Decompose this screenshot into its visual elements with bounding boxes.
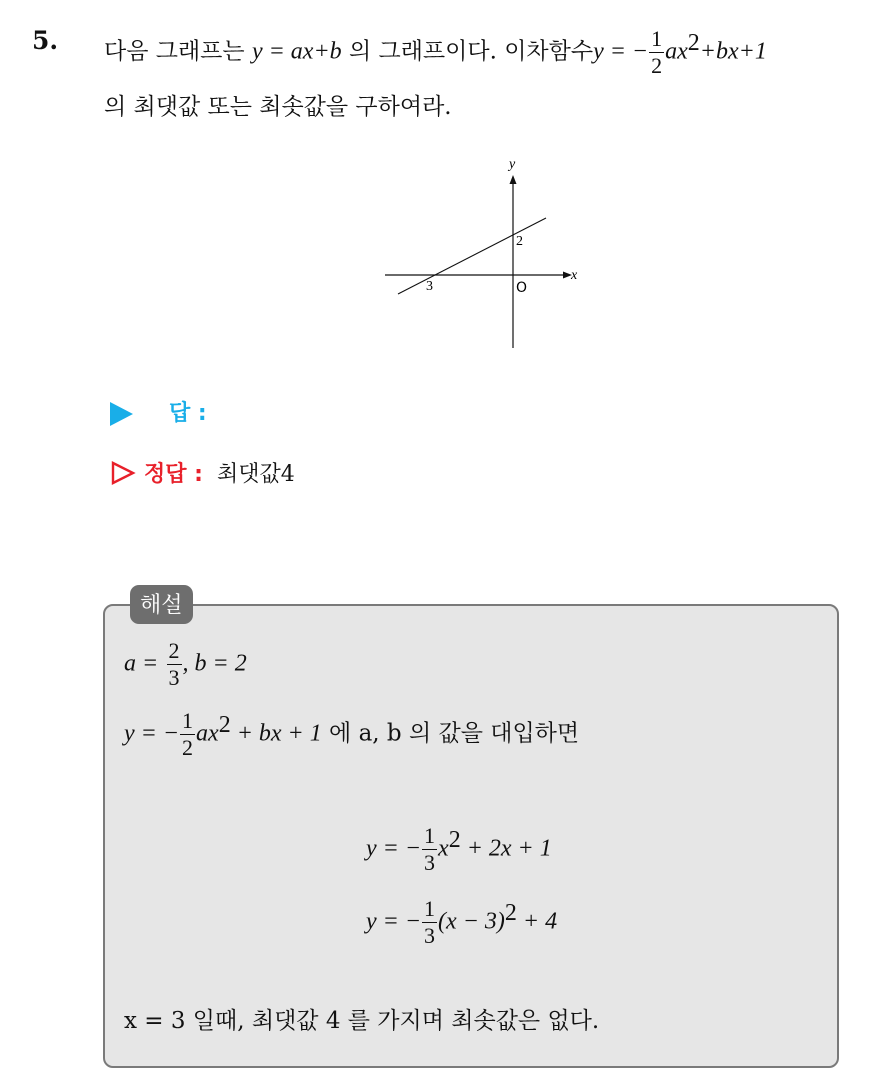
solution-a-lhs: a = — [124, 650, 159, 677]
solution-line-2 — [124, 710, 579, 759]
play-icon — [110, 402, 133, 426]
origin-label: O — [516, 280, 528, 296]
y-axis-arrow — [510, 175, 517, 184]
quadratic-rest: +bx+1 — [699, 38, 767, 65]
question-number: 5. — [32, 26, 59, 55]
fraction-denominator: 3 — [424, 923, 436, 948]
fraction-numerator: 2 — [168, 638, 180, 663]
fraction-numerator: 1 — [424, 823, 436, 848]
solution-a-fraction — [167, 640, 182, 689]
expanded-eq-lhs: y = − — [366, 835, 422, 862]
solution-line-4 — [366, 898, 557, 947]
question-line-2: 의 최댓값 또는 최솟값을 구하여라. — [104, 94, 452, 120]
question-line-1 — [104, 28, 767, 77]
fraction-numerator: 1 — [651, 26, 663, 51]
solution-eq-fraction — [180, 710, 195, 759]
solution-line-1 — [124, 640, 247, 689]
solution-eq-lhs: y = − — [124, 720, 180, 747]
vertex-eq-lhs: y = − — [366, 908, 422, 935]
fraction-denominator: 2 — [651, 53, 663, 78]
vertex-eq-term: (x − 3) — [438, 908, 505, 935]
linear-graph — [380, 155, 590, 355]
answer-label: 답 : — [169, 401, 207, 426]
solution-line-3 — [366, 825, 552, 874]
quadratic-lhs: y = − — [593, 38, 649, 65]
solution-text: 에 a, b 의 값을 대입하면 — [321, 720, 580, 747]
fraction-denominator: 2 — [182, 735, 194, 760]
vertex-eq-rest: + 4 — [516, 908, 558, 935]
y-axis-label: y — [509, 157, 516, 172]
solution-b-value: , b = 2 — [182, 650, 247, 677]
fraction-numerator: 1 — [424, 896, 436, 921]
solution-tag: 해설 — [130, 585, 193, 624]
question-text-mid: 의 그래프이다. 이차함수 — [348, 38, 594, 65]
correct-answer-value: 최댓값4 — [216, 462, 295, 487]
y-intercept-label: 2 — [516, 234, 523, 249]
exponent: 2 — [218, 711, 231, 738]
question-text-prefix: 다음 그래프는 — [104, 38, 245, 65]
exponent: 2 — [504, 899, 517, 926]
fraction-denominator: 3 — [424, 850, 436, 875]
quadratic-fraction — [649, 28, 664, 77]
solution-eq-rest: + bx + 1 — [230, 720, 322, 747]
x-axis-label: x — [571, 268, 578, 283]
exponent: 2 — [687, 29, 700, 56]
solution-conclusion: x = 3 일때, 최댓값 4 를 가지며 최솟값은 없다. — [124, 1008, 600, 1034]
expanded-eq-rest: + 2x + 1 — [460, 835, 552, 862]
vertex-eq-fraction — [422, 898, 437, 947]
quadratic-term: ax — [665, 38, 688, 65]
expanded-eq-term: x — [438, 835, 449, 862]
correct-answer-label: 정답 : — [144, 462, 203, 487]
x-intercept-label: 3 — [426, 279, 433, 294]
linear-equation: y = ax+b — [251, 38, 342, 65]
fraction-numerator: 1 — [182, 708, 194, 733]
expanded-eq-fraction — [422, 825, 437, 874]
solution-eq-term: ax — [196, 720, 219, 747]
exponent: 2 — [448, 826, 461, 853]
triangle-outline-icon — [110, 460, 136, 486]
fraction-denominator: 3 — [168, 665, 180, 690]
answer-row — [110, 396, 207, 427]
correct-answer-row — [110, 457, 295, 488]
